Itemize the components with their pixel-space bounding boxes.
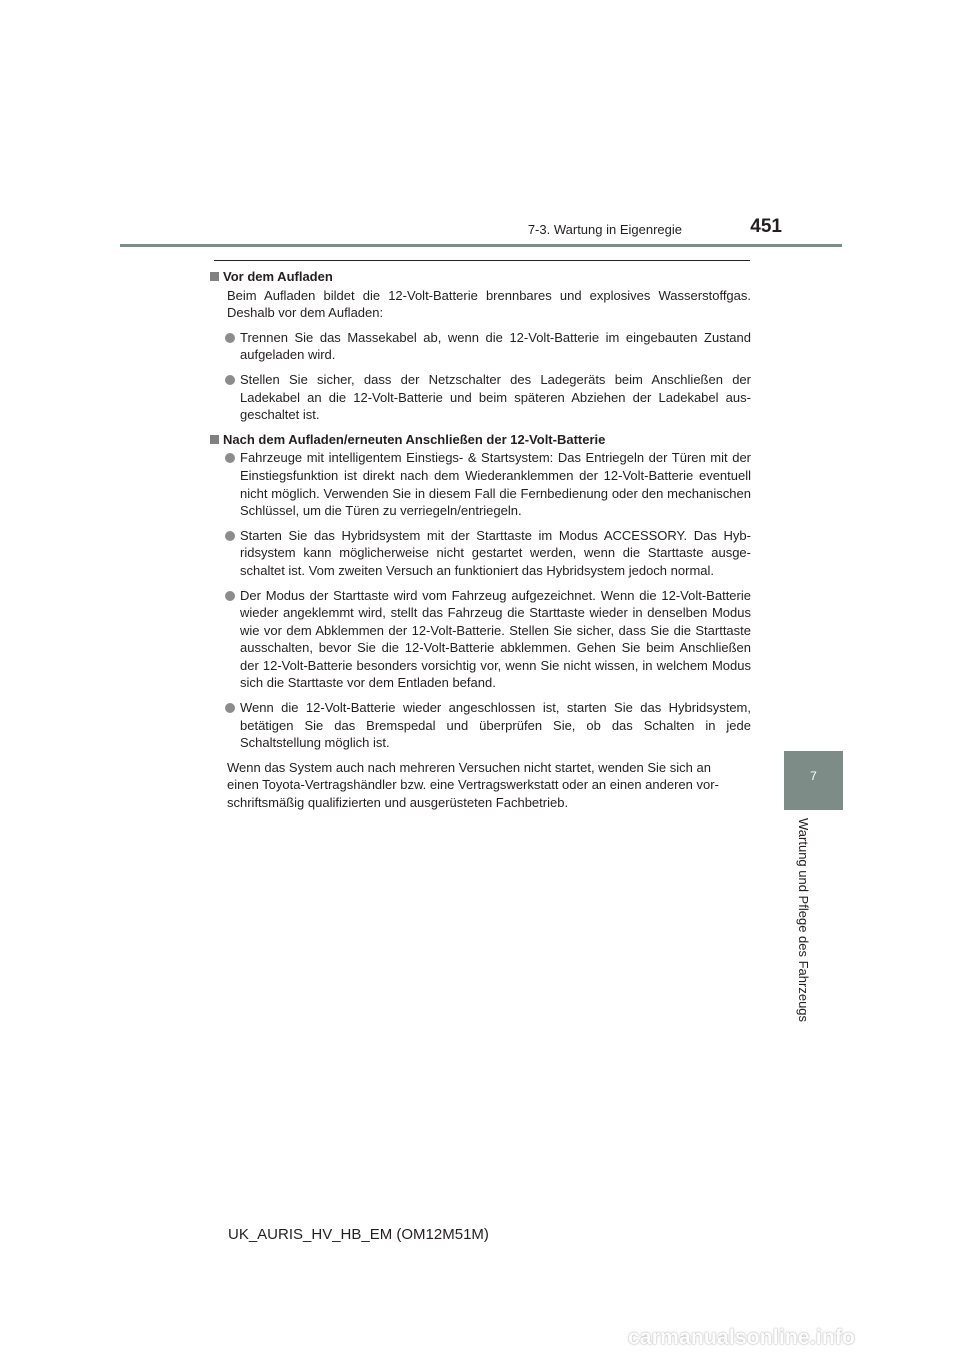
section-after-charging	[210, 431, 751, 812]
watermark: carmanualsonline.info	[628, 1326, 856, 1349]
header-rule	[120, 244, 842, 247]
section-header: 7-3. Wartung in Eigenregie	[527, 222, 682, 237]
content-rule	[214, 260, 750, 261]
section-before-charging	[210, 268, 751, 424]
bullet-list	[225, 329, 751, 424]
footer-doc-code: UK_AURIS_HV_HB_EM (OM12M51M)	[228, 1226, 489, 1243]
circle-bullet-icon	[225, 591, 235, 601]
chapter-tab	[784, 751, 843, 810]
bullet-list	[225, 449, 751, 752]
list-item: Trennen Sie das Massekabel ab, wenn die 12-Volt-Batterie im eingebauten Zustand aufgeladen wird.	[225, 329, 751, 364]
square-bullet-icon	[210, 435, 219, 444]
circle-bullet-icon	[225, 703, 235, 713]
circle-bullet-icon	[225, 375, 235, 385]
chapter-number: 7	[810, 769, 817, 783]
list-item: Fahrzeuge mit intelligentem Einstiegs- & Startsystem: Das Entriegeln der Türen mit der Einstiegsfunktion ist direkt nach dem Wiederanklemmen der 12-Volt-Batterie eventuell nicht möglich. Verwenden Sie in diesem Fall die Fernbedienung oder den mechanischen Schlüssel, um die Türen zu verriegeln/entriegeln.	[225, 449, 751, 519]
circle-bullet-icon	[225, 453, 235, 463]
list-item: Wenn die 12-Volt-Batterie wieder angeschlossen ist, starten Sie das Hybridsystem, betätigen Sie das Bremspedal und überprüfen Sie, ob das Schalten in jede Schaltstellung möglich ist.	[225, 699, 751, 752]
square-bullet-icon	[210, 272, 219, 281]
section-intro: Beim Aufladen bildet die 12-Volt-Batterie brennbares und explosives Wasserstoffgas. Deshalb vor dem Aufladen:	[227, 287, 751, 321]
content	[210, 268, 751, 812]
list-item: Stellen Sie sicher, dass der Netzschalter des Ladegeräts beim Anschließen der Ladekabel an die 12-Volt-Batterie und beim späteren Abziehen der Ladekabel ausgeschaltet ist.	[225, 371, 751, 424]
section-heading: Vor dem Aufladen	[210, 268, 751, 286]
list-item: Starten Sie das Hybridsystem mit der Starttaste im Modus ACCESSORY. Das Hybridsystem kann möglicherweise nicht gestartet werden, wenn die Starttaste ausgeschaltet ist. Vom zweiten Versuch an funktioniert das Hybridsystem jedoch normal.	[225, 527, 751, 580]
section-heading: Nach dem Aufladen/erneuten Anschließen der 12-Volt-Batterie	[210, 431, 751, 449]
chapter-label: Wartung und Pflege des Fahrzeugs	[796, 818, 811, 1023]
circle-bullet-icon	[225, 531, 235, 541]
list-item: Der Modus der Starttaste wird vom Fahrzeug aufgezeichnet. Wenn die 12-Volt-Batterie wieder angeklemmt wird, stellt das Fahrzeug die Starttaste wieder in denselben Modus wie vor dem Abklemmen der 12-Volt-Batterie. Stellen Sie sicher, dass Sie die Starttaste ausschalten, bevor Sie die 12-Volt-Batterie abklemmen. Gehen Sie beim Anschließen der 12-Volt-Batterie besonders vorsichtig vor, wenn Sie nicht wissen, in welchem Modus sich die Starttaste vor dem Entladen befand.	[225, 587, 751, 693]
circle-bullet-icon	[225, 333, 235, 343]
closing-paragraph: Wenn das System auch nach mehreren Versuchen nicht startet, wenden Sie sich an einen Toyota-Vertragshändler bzw. eine Vertragswerkstatt oder an einen anderen vorschriftsmäßig qualifizierten und ausgerüsteten Fachbetrieb.	[227, 759, 719, 811]
page-number: 451	[750, 216, 782, 237]
